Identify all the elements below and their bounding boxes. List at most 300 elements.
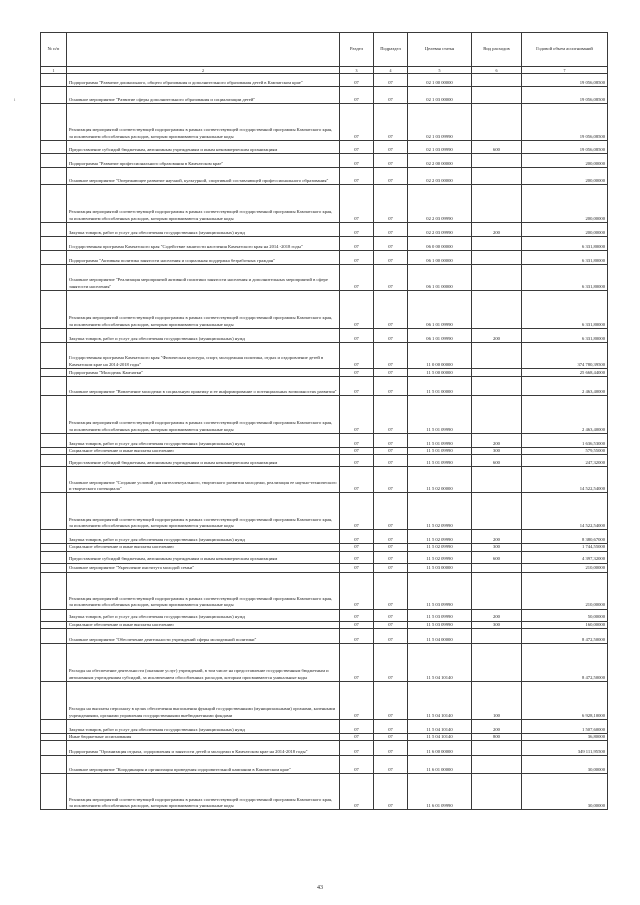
table-row xyxy=(41,154,608,168)
row-section: 07 xyxy=(340,369,374,377)
row-amount: 200,00000 xyxy=(522,168,608,185)
row-num xyxy=(41,609,67,621)
row-target: 11 6 00 00000 xyxy=(408,741,472,756)
column-number: 3 xyxy=(340,67,374,74)
row-name: Подпрограмма "Развитие дошкольного, общего образования и дополнительного образования детей в Камчатском крае" xyxy=(67,74,340,87)
row-target: 11 0 00 00000 xyxy=(408,343,472,369)
table-row xyxy=(41,265,608,291)
row-target: 02 1 03 00000 xyxy=(408,87,472,104)
row-section: 07 xyxy=(340,251,374,265)
row-expense xyxy=(472,756,522,774)
row-expense xyxy=(472,237,522,251)
row-target: 11 5 01 09990 xyxy=(408,455,472,467)
row-target: 11 6 01 09990 xyxy=(408,774,472,810)
row-subsection: 07 xyxy=(374,455,408,467)
row-target: 02 2 00 00000 xyxy=(408,154,472,168)
table-row xyxy=(41,223,608,237)
row-name: Реализация мероприятий соответствующей подпрограммы в рамках соответствующей государственной программы Камчатского края, за исключением обособленных расходов, которым присваиваются уникальные коды xyxy=(67,572,340,609)
row-name: Предоставление субсидий бюджетным, автономным учреждениям и иным некоммерческим организациям xyxy=(67,455,340,467)
row-name: Закупка товаров, работ и услуг для обеспечения государственных (муниципальных) нужд xyxy=(67,329,340,343)
row-subsection: 07 xyxy=(374,168,408,185)
table-row xyxy=(41,628,608,643)
table-row xyxy=(41,741,608,756)
table-row xyxy=(41,74,608,87)
row-num xyxy=(41,223,67,237)
row-expense: 600 xyxy=(472,551,522,563)
row-amount: 374 780,39500 xyxy=(522,343,608,369)
row-num xyxy=(41,681,67,719)
row-section: 07 xyxy=(340,265,374,291)
row-num xyxy=(41,141,67,154)
row-target: 11 5 00 00000 xyxy=(408,369,472,377)
table-header-row xyxy=(41,33,608,67)
row-target: 02 1 03 09990 xyxy=(408,104,472,141)
row-name: Подпрограмма "Организация отдыха, оздоровления и занятости детей и молодежи в Камчатском крае на 2014-2018 годы" xyxy=(67,741,340,756)
row-expense xyxy=(472,396,522,434)
row-section: 07 xyxy=(340,741,374,756)
row-section: 07 xyxy=(340,154,374,168)
table-row xyxy=(41,551,608,563)
row-target: 11 5 03 09990 xyxy=(408,609,472,621)
row-subsection: 07 xyxy=(374,141,408,154)
table-row xyxy=(41,434,608,448)
row-subsection: 07 xyxy=(374,74,408,87)
row-amount: 8 380,67000 xyxy=(522,530,608,544)
row-subsection: 07 xyxy=(374,544,408,551)
row-expense xyxy=(472,572,522,609)
row-subsection: 07 xyxy=(374,741,408,756)
row-name: Реализация мероприятий соответствующей подпрограммы в рамках соответствующей государственной программы Камчатского края, за исключением обособленных расходов, которым присваиваются уникальные коды xyxy=(67,396,340,434)
row-subsection: 07 xyxy=(374,329,408,343)
row-target: 11 5 01 09990 xyxy=(408,396,472,434)
header-expense: Вид расходов xyxy=(472,33,522,67)
table-row xyxy=(41,291,608,329)
row-expense: 300 xyxy=(472,544,522,551)
row-name: Реализация мероприятий соответствующей подпрограммы в рамках соответствующей государственной программы Камчатского края, за исключением обособленных расходов, которым присваиваются уникальные коды xyxy=(67,291,340,329)
table-row xyxy=(41,733,608,740)
row-expense xyxy=(472,467,522,493)
row-name: Реализация мероприятий соответствующей подпрограммы в рамках соответствующей государственной программы Камчатского края, за исключением обособленных расходов, которым присваиваются уникальные коды xyxy=(67,774,340,810)
row-subsection: 07 xyxy=(374,154,408,168)
row-name: Основное мероприятие "Вовлечение молодежи в социальную практику и ее информирование о потенциальных возможностях развития" xyxy=(67,377,340,396)
row-section: 07 xyxy=(340,530,374,544)
row-name: Подпрограмма "Развитие профессионального образования в Камчатском крае" xyxy=(67,154,340,168)
row-subsection: 07 xyxy=(374,756,408,774)
header-num: № п/п xyxy=(41,33,67,67)
row-target: 11 5 02 09990 xyxy=(408,530,472,544)
row-amount: 210,00000 xyxy=(522,572,608,609)
table-row xyxy=(41,87,608,104)
row-subsection: 07 xyxy=(374,681,408,719)
column-number: 1 xyxy=(41,67,67,74)
row-num xyxy=(41,251,67,265)
row-expense: 300 xyxy=(472,448,522,455)
table-row xyxy=(41,756,608,774)
row-amount: 6 928,10000 xyxy=(522,681,608,719)
row-section: 07 xyxy=(340,377,374,396)
row-num xyxy=(41,448,67,455)
row-amount: 247,32000 xyxy=(522,455,608,467)
row-subsection: 07 xyxy=(374,251,408,265)
row-expense xyxy=(472,377,522,396)
row-target: 11 5 04 10140 xyxy=(408,681,472,719)
row-section: 07 xyxy=(340,756,374,774)
row-target: 02 2 03 00000 xyxy=(408,168,472,185)
row-expense: 800 xyxy=(472,733,522,740)
row-amount: 2 463,40000 xyxy=(522,377,608,396)
row-target: 11 5 02 00000 xyxy=(408,467,472,493)
row-subsection: 07 xyxy=(374,223,408,237)
row-amount: 8 472,50000 xyxy=(522,643,608,681)
row-expense: 200 xyxy=(472,530,522,544)
column-number-row xyxy=(41,67,608,74)
row-name: Основное мероприятие "Координация и организация проведения оздоровительной кампании в Камчатском крае" xyxy=(67,756,340,774)
row-num xyxy=(41,237,67,251)
column-number: 7 xyxy=(522,67,608,74)
row-section: 07 xyxy=(340,681,374,719)
row-num xyxy=(41,628,67,643)
header-name xyxy=(67,33,340,67)
row-subsection: 07 xyxy=(374,733,408,740)
row-section: 07 xyxy=(340,396,374,434)
row-section: 07 xyxy=(340,291,374,329)
row-amount: 8 472,50000 xyxy=(522,628,608,643)
table-row xyxy=(41,621,608,628)
row-amount: 30,00000 xyxy=(522,774,608,810)
row-expense xyxy=(472,741,522,756)
column-number: 2 xyxy=(67,67,340,74)
row-num xyxy=(41,369,67,377)
row-amount: 25 668,44000 xyxy=(522,369,608,377)
row-target: 11 5 02 09990 xyxy=(408,544,472,551)
row-subsection: 07 xyxy=(374,291,408,329)
row-target: 06 1 01 09990 xyxy=(408,329,472,343)
row-name: Закупка товаров, работ и услуг для обеспечения государственных (муниципальных) нужд xyxy=(67,719,340,733)
row-name: Закупка товаров, работ и услуг для обеспечения государственных (муниципальных) нужд xyxy=(67,434,340,448)
row-num xyxy=(41,643,67,681)
row-amount: 1 636,53000 xyxy=(522,434,608,448)
row-name: Предоставление субсидий бюджетным, автономным учреждениям и иным некоммерческим организациям xyxy=(67,141,340,154)
row-subsection: 07 xyxy=(374,774,408,810)
row-section: 07 xyxy=(340,329,374,343)
row-section: 07 xyxy=(340,141,374,154)
row-expense: 200 xyxy=(472,223,522,237)
row-section: 07 xyxy=(340,563,374,572)
row-section: 07 xyxy=(340,643,374,681)
row-amount: 1 507,60000 xyxy=(522,719,608,733)
row-amount: 19 056,08500 xyxy=(522,104,608,141)
row-amount: 349 111,95500 xyxy=(522,741,608,756)
row-num xyxy=(41,756,67,774)
row-expense xyxy=(472,185,522,223)
row-target: 11 5 01 00000 xyxy=(408,377,472,396)
row-num xyxy=(41,467,67,493)
row-amount: 200,00000 xyxy=(522,154,608,168)
row-expense xyxy=(472,369,522,377)
row-target: 06 1 00 00000 xyxy=(408,251,472,265)
row-expense xyxy=(472,563,522,572)
row-amount: 1 744,55000 xyxy=(522,544,608,551)
row-amount: 14 522,54000 xyxy=(522,493,608,530)
row-num xyxy=(41,544,67,551)
row-subsection: 07 xyxy=(374,551,408,563)
row-subsection: 07 xyxy=(374,87,408,104)
row-subsection: 07 xyxy=(374,493,408,530)
row-target: 06 1 01 09990 xyxy=(408,291,472,329)
row-amount: 19 056,08500 xyxy=(522,87,608,104)
header-section: Раздел xyxy=(340,33,374,67)
row-num xyxy=(41,741,67,756)
row-expense xyxy=(472,251,522,265)
row-expense xyxy=(472,343,522,369)
row-amount: 19 056,08500 xyxy=(522,74,608,87)
row-amount: 210,00000 xyxy=(522,563,608,572)
row-target: 11 5 03 00000 xyxy=(408,563,472,572)
row-subsection: 07 xyxy=(374,396,408,434)
row-target: 11 5 04 10140 xyxy=(408,733,472,740)
row-subsection: 07 xyxy=(374,237,408,251)
row-num xyxy=(41,455,67,467)
row-subsection: 07 xyxy=(374,185,408,223)
table-row xyxy=(41,467,608,493)
row-amount: 6 331,80000 xyxy=(522,251,608,265)
row-amount: 30,00000 xyxy=(522,756,608,774)
row-name: Закупка товаров, работ и услуг для обеспечения государственных (муниципальных) нужд xyxy=(67,223,340,237)
row-target: 02 2 03 09990 xyxy=(408,185,472,223)
row-section: 07 xyxy=(340,719,374,733)
table-row xyxy=(41,643,608,681)
row-name: Расходы на обеспечение деятельности (оказание услуг) учреждений, в том числе на предоставление государственным бюджетным и автономным учреждениям субсидий, за исключением обособленных расходов, которым присваиваются уникальные коды xyxy=(67,643,340,681)
row-section: 07 xyxy=(340,74,374,87)
table-row xyxy=(41,563,608,572)
row-expense: 600 xyxy=(472,141,522,154)
row-section: 07 xyxy=(340,87,374,104)
row-num xyxy=(41,154,67,168)
row-subsection: 07 xyxy=(374,369,408,377)
row-subsection: 07 xyxy=(374,343,408,369)
row-name: Государственная программа Камчатского края "Физическая культура, спорт, молодежная политика, отдых и оздоровление детей в Камчатском крае на 2014-2018 годы" xyxy=(67,343,340,369)
row-amount: 2 463,40000 xyxy=(522,396,608,434)
table-row xyxy=(41,104,608,141)
row-num xyxy=(41,265,67,291)
row-num xyxy=(41,291,67,329)
row-section: 07 xyxy=(340,551,374,563)
row-amount: 200,00000 xyxy=(522,223,608,237)
row-target: 11 5 02 09990 xyxy=(408,493,472,530)
row-name: Основное мероприятие "Обеспечение деятельности учреждений сферы молодежной политики" xyxy=(67,628,340,643)
row-amount: 6 331,80000 xyxy=(522,329,608,343)
row-name: Расходы на выплаты персоналу в целях обеспечения выполнения функций государственными (муниципальными) органами, казенными учреждениями, органами управления государственными внебюджетными фондами xyxy=(67,681,340,719)
row-name: Основное мероприятие "Реализация мероприятий активной политики занятости населения и дополнительных мероприятий в сфере занятости населения" xyxy=(67,265,340,291)
row-section: 07 xyxy=(340,467,374,493)
row-amount: 579,55000 xyxy=(522,448,608,455)
row-num xyxy=(41,493,67,530)
row-expense xyxy=(472,154,522,168)
table-row xyxy=(41,774,608,810)
row-expense: 200 xyxy=(472,434,522,448)
row-expense xyxy=(472,74,522,87)
column-number: 5 xyxy=(408,67,472,74)
column-number: 6 xyxy=(472,67,522,74)
row-expense xyxy=(472,493,522,530)
row-section: 07 xyxy=(340,455,374,467)
row-subsection: 07 xyxy=(374,448,408,455)
row-target: 11 5 04 10140 xyxy=(408,643,472,681)
row-section: 07 xyxy=(340,733,374,740)
row-section: 07 xyxy=(340,572,374,609)
row-name: Закупка товаров, работ и услуг для обеспечения государственных (муниципальных) нужд xyxy=(67,609,340,621)
row-subsection: 07 xyxy=(374,467,408,493)
row-target: 11 5 02 09990 xyxy=(408,551,472,563)
row-target: 11 5 03 09990 xyxy=(408,621,472,628)
table-row xyxy=(41,455,608,467)
row-name: Основное мероприятие "Развитие сферы дополнительного образования и социализации детей" xyxy=(67,87,340,104)
header-subsection: Подраздел xyxy=(374,33,408,67)
row-num xyxy=(41,185,67,223)
header-target: Целевая статья xyxy=(408,33,472,67)
table-row xyxy=(41,530,608,544)
row-num xyxy=(41,572,67,609)
row-expense: 200 xyxy=(472,329,522,343)
row-expense xyxy=(472,643,522,681)
row-target: 06 0 00 00000 xyxy=(408,237,472,251)
row-expense xyxy=(472,87,522,104)
row-subsection: 07 xyxy=(374,434,408,448)
row-num xyxy=(41,530,67,544)
row-name: Закупка товаров, работ и услуг для обеспечения государственных (муниципальных) нужд xyxy=(67,530,340,544)
row-name: Подпрограмма "Активная политика занятости населения и социальная поддержка безработных граждан" xyxy=(67,251,340,265)
row-name: Основное мероприятие "Укрепление института молодой семьи" xyxy=(67,563,340,572)
table-row xyxy=(41,681,608,719)
row-section: 07 xyxy=(340,621,374,628)
row-expense xyxy=(472,291,522,329)
row-amount: 36,80000 xyxy=(522,733,608,740)
table-row xyxy=(41,237,608,251)
row-subsection: 07 xyxy=(374,643,408,681)
row-expense xyxy=(472,104,522,141)
header-amount: Годовой объем ассигнований xyxy=(522,33,608,67)
row-section: 07 xyxy=(340,434,374,448)
row-name: Реализация мероприятий соответствующей подпрограммы в рамках соответствующей государственной программы Камчатского края, за исключением обособленных расходов, которым присваиваются уникальные коды xyxy=(67,185,340,223)
table-row xyxy=(41,396,608,434)
row-num xyxy=(41,377,67,396)
row-target: 11 5 01 09990 xyxy=(408,448,472,455)
row-subsection: 07 xyxy=(374,377,408,396)
table-row xyxy=(41,343,608,369)
column-number: 4 xyxy=(374,67,408,74)
row-section: 07 xyxy=(340,493,374,530)
table-body xyxy=(41,74,608,810)
row-expense: 100 xyxy=(472,681,522,719)
row-name: Социальное обеспечение и иные выплаты населению xyxy=(67,544,340,551)
row-target: 11 5 01 09990 xyxy=(408,434,472,448)
row-name: Основное мероприятие "Создание условий для интеллектуального, творческого развития молодежи, реализация ее научно-технического и творческого потенциала" xyxy=(67,467,340,493)
row-amount: 6 331,80000 xyxy=(522,237,608,251)
table-row xyxy=(41,329,608,343)
row-amount: 19 056,08500 xyxy=(522,141,608,154)
row-section: 07 xyxy=(340,237,374,251)
row-section: 07 xyxy=(340,104,374,141)
row-expense: 600 xyxy=(472,455,522,467)
row-num xyxy=(41,551,67,563)
row-target: 11 5 04 00000 xyxy=(408,628,472,643)
row-amount: 4 397,32000 xyxy=(522,551,608,563)
row-section: 07 xyxy=(340,343,374,369)
row-section: 07 xyxy=(340,448,374,455)
scan-edge-mark: ı xyxy=(14,98,16,103)
table-row xyxy=(41,141,608,154)
row-name: Иные бюджетные ассигнования xyxy=(67,733,340,740)
row-name: Предоставление субсидий бюджетным, автономным учреждениям и иным некоммерческим организациям xyxy=(67,551,340,563)
row-name: Социальное обеспечение и иные выплаты населению xyxy=(67,448,340,455)
table-row xyxy=(41,377,608,396)
row-subsection: 07 xyxy=(374,563,408,572)
table-row xyxy=(41,369,608,377)
row-subsection: 07 xyxy=(374,719,408,733)
table-row xyxy=(41,251,608,265)
row-name: Государственная программа Камчатского края "Содействие занятости населения Камчатского края на 2014 -2018 годы" xyxy=(67,237,340,251)
row-num xyxy=(41,396,67,434)
row-target: 06 1 01 00000 xyxy=(408,265,472,291)
row-section: 07 xyxy=(340,223,374,237)
row-num xyxy=(41,733,67,740)
budget-table-sheet xyxy=(40,32,607,810)
row-subsection: 07 xyxy=(374,265,408,291)
row-amount: 6 331,80000 xyxy=(522,265,608,291)
row-num xyxy=(41,329,67,343)
row-target: 02 2 03 09990 xyxy=(408,223,472,237)
row-name: Реализация мероприятий соответствующей подпрограммы в рамках соответствующей государственной программы Камчатского края, за исключением обособленных расходов, которым присваиваются уникальные коды xyxy=(67,104,340,141)
row-num xyxy=(41,563,67,572)
row-expense xyxy=(472,774,522,810)
row-section: 07 xyxy=(340,774,374,810)
row-num xyxy=(41,74,67,87)
row-expense xyxy=(472,628,522,643)
table-row xyxy=(41,572,608,609)
row-num xyxy=(41,774,67,810)
row-name: Реализация мероприятий соответствующей подпрограммы в рамках соответствующей государственной программы Камчатского края, за исключением обособленных расходов, которым присваиваются уникальные коды xyxy=(67,493,340,530)
row-section: 07 xyxy=(340,185,374,223)
row-expense: 200 xyxy=(472,609,522,621)
row-amount: 160,00000 xyxy=(522,621,608,628)
row-num xyxy=(41,87,67,104)
row-subsection: 07 xyxy=(374,530,408,544)
table-row xyxy=(41,544,608,551)
row-expense xyxy=(472,168,522,185)
budget-allocation-table xyxy=(40,32,608,810)
row-target: 02 1 03 09990 xyxy=(408,141,472,154)
page-number: 43 xyxy=(317,885,323,891)
row-target: 11 5 03 09990 xyxy=(408,572,472,609)
row-subsection: 07 xyxy=(374,104,408,141)
row-amount: 14 522,54000 xyxy=(522,467,608,493)
row-name: Подпрограмма "Молодежь Камчатки" xyxy=(67,369,340,377)
table-row xyxy=(41,185,608,223)
row-expense xyxy=(472,265,522,291)
row-amount: 6 331,80000 xyxy=(522,291,608,329)
table-row xyxy=(41,493,608,530)
row-expense: 200 xyxy=(472,719,522,733)
table-row xyxy=(41,168,608,185)
table-row xyxy=(41,448,608,455)
row-num xyxy=(41,104,67,141)
row-amount: 200,00000 xyxy=(522,185,608,223)
row-subsection: 07 xyxy=(374,609,408,621)
row-num xyxy=(41,621,67,628)
row-num xyxy=(41,719,67,733)
row-subsection: 07 xyxy=(374,628,408,643)
row-num xyxy=(41,343,67,369)
